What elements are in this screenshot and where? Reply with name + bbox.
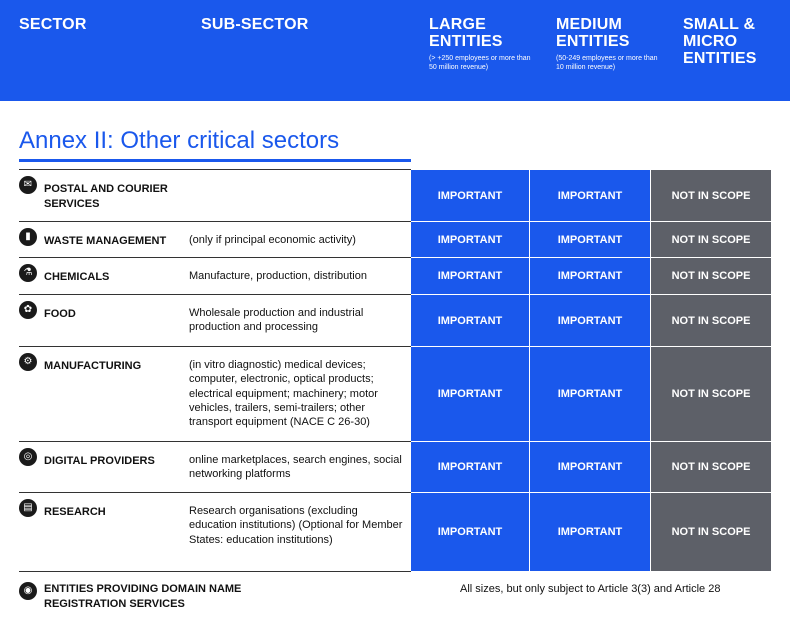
small-status-cell: NOT IN SCOPE — [651, 258, 771, 294]
footer-sector: ENTITIES PROVIDING DOMAIN NAME REGISTRATION SERVICES — [44, 583, 242, 610]
waste-bin-icon: ▮ — [19, 228, 37, 246]
header-medium — [556, 16, 666, 72]
small-status-cell: NOT IN SCOPE — [651, 170, 771, 221]
large-status-cell: IMPORTANT — [411, 258, 529, 294]
medium-status-cell: IMPORTANT — [530, 295, 650, 346]
large-status-cell: IMPORTANT — [411, 222, 529, 257]
header-medium-label: MEDIUM ENTITIES — [556, 16, 630, 50]
header-large — [429, 16, 539, 72]
small-status-cell: NOT IN SCOPE — [651, 295, 771, 346]
row-divider — [19, 571, 411, 572]
footer-note: All sizes, but only subject to Article 3(3) and Article 28 — [460, 583, 721, 595]
sector-name: MANUFACTURING — [44, 360, 142, 372]
sector-name: WASTE MANAGEMENT — [44, 235, 167, 247]
sector-name: CHEMICALS — [44, 271, 110, 283]
postal-icon: ✉ — [19, 176, 37, 194]
chemicals-icon: ⚗ — [19, 264, 37, 282]
cell-divider — [411, 571, 771, 572]
subsector-text: Manufacture, production, distribution — [189, 270, 367, 282]
header-medium-note: (50-249 employees or more than 10 million revenue) — [556, 55, 658, 71]
manufacturing-icon: ⚙ — [19, 353, 37, 371]
header-small — [683, 16, 778, 67]
title-underline — [19, 159, 411, 162]
large-status-cell: IMPORTANT — [411, 170, 529, 221]
food-icon: ✿ — [19, 301, 37, 319]
subsector-text: (in vitro diagnostic) medical devices; computer, electronic, optical products; electrical equipment; machinery; motor vehicles, trailers, semi-trailers; other transport equipment (NACE C 26-30) — [189, 359, 378, 429]
globe-icon: ◉ — [19, 582, 37, 600]
medium-status-cell: IMPORTANT — [530, 222, 650, 257]
header-large-label: LARGE ENTITIES — [429, 16, 503, 50]
large-status-cell: IMPORTANT — [411, 493, 529, 571]
header-sector — [19, 16, 87, 33]
medium-status-cell: IMPORTANT — [530, 493, 650, 571]
subsector-text: online marketplaces, search engines, social networking platforms — [189, 454, 402, 481]
table-top-border — [19, 169, 411, 170]
medium-status-cell: IMPORTANT — [530, 347, 650, 441]
medium-status-cell: IMPORTANT — [530, 258, 650, 294]
header-large-note: (> +250 employees or more than 50 million revenue) — [429, 55, 531, 71]
subsector-text: Wholesale production and industrial production and processing — [189, 307, 364, 334]
large-status-cell: IMPORTANT — [411, 442, 529, 492]
header-sector-label: SECTOR — [19, 16, 87, 33]
header-small-label: SMALL & MICRO ENTITIES — [683, 16, 757, 67]
medium-status-cell: IMPORTANT — [530, 170, 650, 221]
header-subsector-label: SUB-SECTOR — [201, 16, 309, 33]
subsector-text: (only if principal economic activity) — [189, 234, 356, 246]
small-status-cell: NOT IN SCOPE — [651, 222, 771, 257]
research-book-icon: ▤ — [19, 499, 37, 517]
small-status-cell: NOT IN SCOPE — [651, 442, 771, 492]
sector-name: FOOD — [44, 308, 76, 320]
sector-name: POSTAL AND COURIER SERVICES — [44, 183, 168, 210]
header-subsector — [201, 16, 309, 33]
digital-providers-icon: ◎ — [19, 448, 37, 466]
small-status-cell: NOT IN SCOPE — [651, 347, 771, 441]
small-status-cell: NOT IN SCOPE — [651, 493, 771, 571]
large-status-cell: IMPORTANT — [411, 347, 529, 441]
annex-title: Annex II: Other critical sectors — [19, 127, 340, 154]
sector-name: RESEARCH — [44, 506, 106, 518]
medium-status-cell: IMPORTANT — [530, 442, 650, 492]
large-status-cell: IMPORTANT — [411, 295, 529, 346]
sector-name: DIGITAL PROVIDERS — [44, 455, 155, 467]
table-header — [0, 0, 790, 101]
subsector-text: Research organisations (excluding education institutions) (Optional for Member States: education institutions) — [189, 505, 403, 546]
